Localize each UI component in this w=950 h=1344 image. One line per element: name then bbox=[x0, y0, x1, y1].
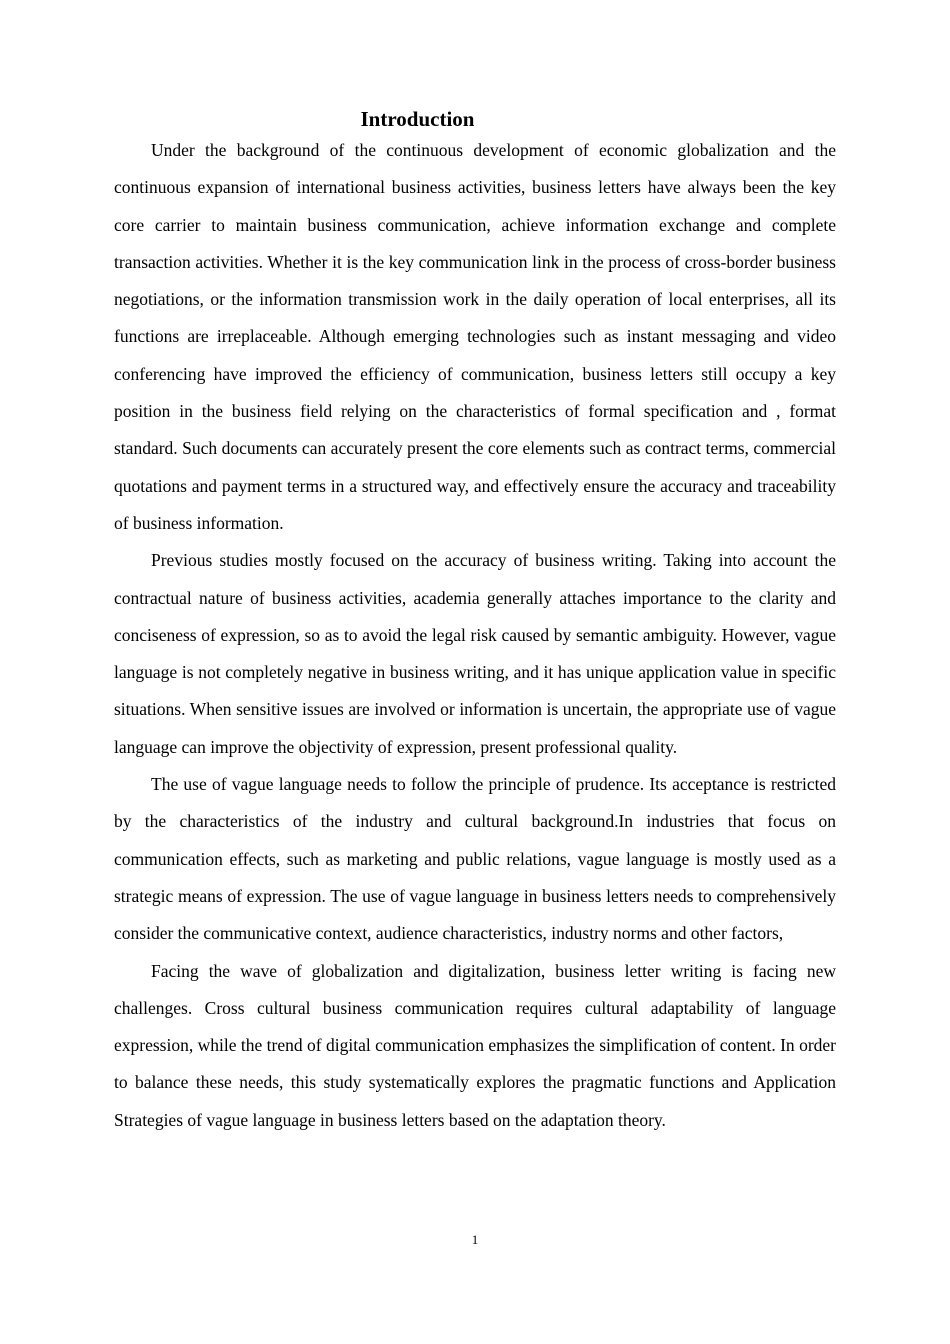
paragraph-2: Previous studies mostly focused on the accuracy of business writing. Taking into account the contractual nature of business activities, academia generally attaches importance to the clarity and conciseness of expression, so as to avoid the legal risk caused by semantic ambiguity. However, vague language is not completely negative in business writing, and it has unique application value in specific situations. When sensitive issues are involved or information is uncertain, the appropriate use of vague language can improve the objectivity of expression, present professional quality. bbox=[114, 550, 836, 757]
page-number: 1 bbox=[471, 1232, 479, 1247]
paragraph-4: Facing the wave of globalization and digitalization, business letter writing is facing new challenges. Cross cultural business communication requires cultural adaptability of language expression, while the trend of digital communication emphasizes the simplification of content. In order to balance these needs, this study systematically explores the pragmatic functions and Application Strategies of vague language in business letters based on the adaptation theory. bbox=[114, 960, 836, 1130]
body-text bbox=[114, 132, 836, 1139]
section-title: Introduction bbox=[360, 107, 475, 131]
paragraph-3: The use of vague language needs to follow the principle of prudence. Its acceptance is restricted by the characteristics of the industry and cultural background.In industries that focus on communication effects, such as marketing and public relations, vague language is mostly used as a strategic means of expression. The use of vague language in business letters needs to comprehensively consider the communicative context, audience characteristics, industry norms and other factors, bbox=[114, 774, 836, 944]
paragraph-1: Under the background of the continuous development of economic globalization and the continuous expansion of international business activities, business letters have always been the key core carrier to maintain business communication, achieve information exchange and complete transaction activities. Whether it is the key communication link in the process of cross-border business negotiations, or the information transmission work in the daily operation of local enterprises, all its functions are irreplaceable. Although emerging technologies such as instant messaging and video conferencing have improved the efficiency of communication, business letters still occupy a key position in the business field relying on the characteristics of formal specification and , format standard. Such documents can accurately present the core elements such as contract terms, commercial quotations and payment terms in a structured way, and effectively ensure the accuracy and traceability of business information. bbox=[114, 140, 836, 533]
